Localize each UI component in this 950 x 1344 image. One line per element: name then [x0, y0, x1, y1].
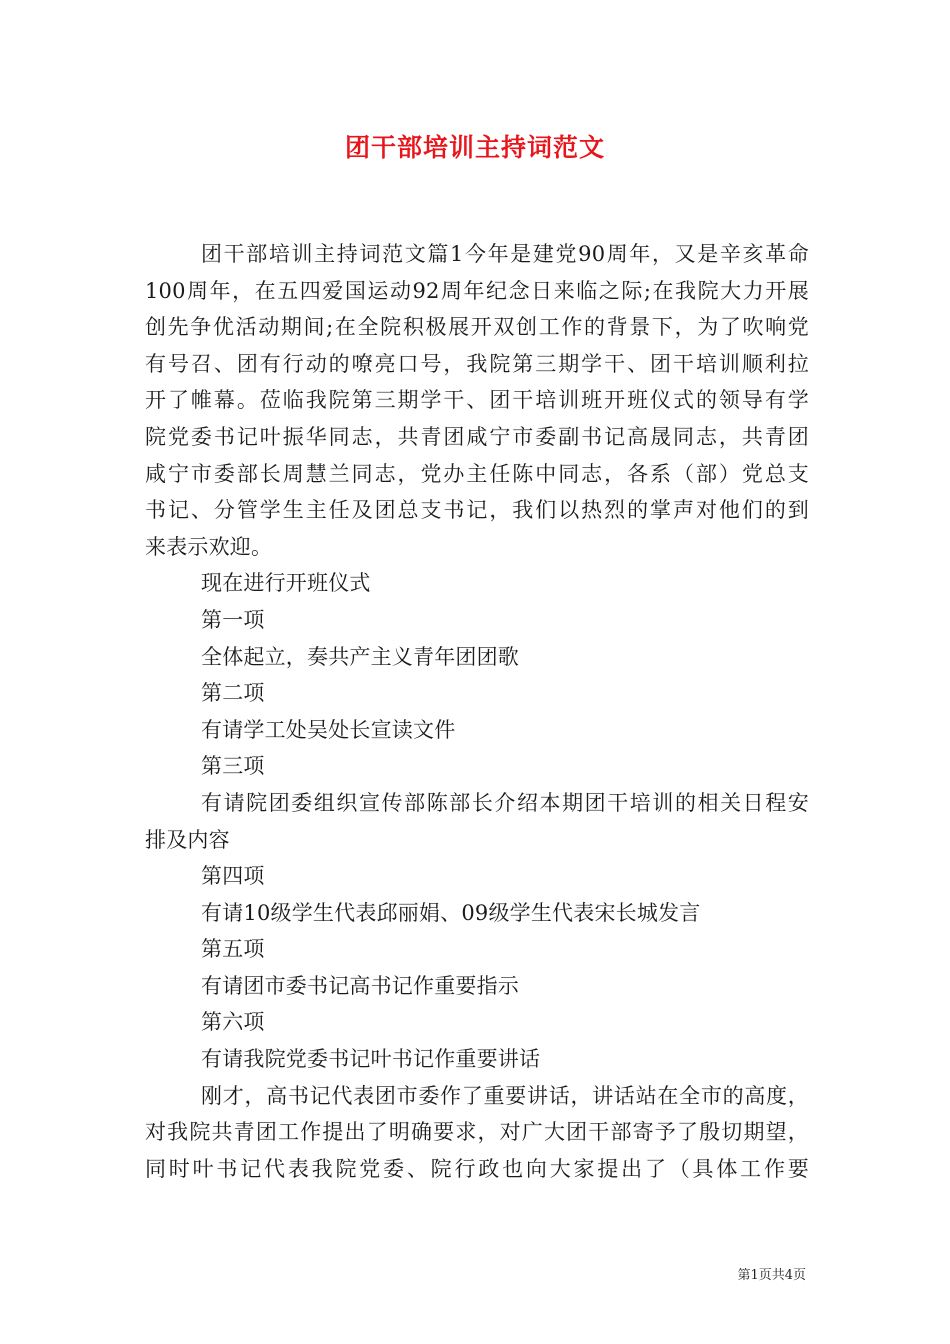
text-line: 院党委书记叶振华同志，共青团咸宁市委副书记高晟同志，共青团 [145, 424, 809, 449]
text-line: 第二项 [201, 681, 265, 706]
text-line: 有请团市委书记高书记作重要指示 [201, 973, 519, 998]
text-line: 有请学工处吴处长宣读文件 [201, 717, 456, 742]
text-line: 有请我院党委书记叶书记作重要讲话 [201, 1047, 541, 1072]
text-line: 同时叶书记代表我院党委、院行政也向大家提出了（具体工作要 [145, 1156, 809, 1181]
text-line: 书记、分管学生主任及团总支书记，我们以热烈的掌声对他们的到 [145, 498, 809, 523]
text-line: 来表示欢迎。 [145, 534, 273, 559]
text-line: 第四项 [201, 864, 265, 889]
text-line: 对我院共青团工作提出了明确要求，对广大团干部寄予了殷切期望， [145, 1120, 809, 1145]
text-line: 团干部培训主持词范文篇1今年是建党90周年，又是辛亥革命 [201, 242, 809, 266]
page-title: 团干部培训主持词范文 [344, 133, 605, 162]
text-line: 100周年，在五四爱国运动92周年纪念日来临之际;在我院大力开展 [145, 278, 809, 303]
text-line: 咸宁市委部长周慧兰同志，党办主任陈中同志，各系（部）党总支 [145, 461, 809, 486]
text-line: 开了帷幕。莅临我院第三期学干、团干培训班开班仪式的领导有学 [145, 388, 809, 413]
text-line: 刚才，高书记代表团市委作了重要讲话，讲话站在全市的高度， [201, 1083, 809, 1108]
page-number-footer: 第1页共4页 [737, 1268, 806, 1283]
text-line: 排及内容 [145, 827, 230, 852]
text-line: 第三项 [201, 754, 265, 779]
text-line: 有请院团委组织宣传部陈部长介绍本期团干培训的相关日程安 [201, 790, 809, 815]
text-line: 创先争优活动期间;在全院积极展开双创工作的背景下，为了吹响党 [145, 315, 809, 340]
text-line: 第一项 [201, 607, 265, 632]
document-body [145, 236, 809, 1187]
text-line: 第六项 [201, 1010, 265, 1035]
text-line: 有请10级学生代表邱丽娟、09级学生代表宋长城发言 [201, 900, 701, 925]
text-line: 第五项 [201, 937, 265, 962]
text-line: 现在进行开班仪式 [201, 571, 371, 596]
text-line: 全体起立，奏共产主义青年团团歌 [201, 644, 519, 669]
text-line: 有号召、团有行动的嘹亮口号，我院第三期学干、团干培训顺利拉 [145, 351, 809, 376]
